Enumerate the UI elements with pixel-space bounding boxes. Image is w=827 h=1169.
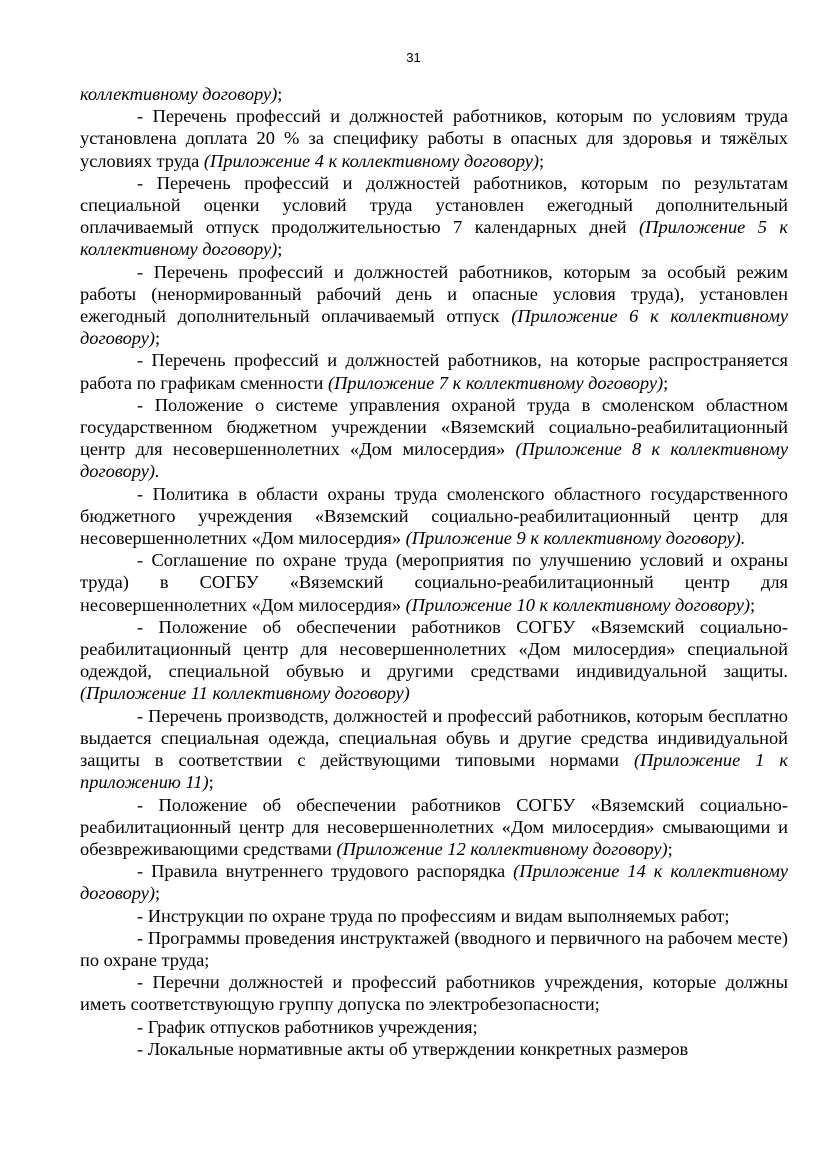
list-item: - Политика в области охраны труда смоленского областного государственного бюджетного учреждения «Вяземский социально-реабилитационный центр для несовершеннолетних «Дом милосердия» (Приложение 9 к коллективному договору). bbox=[80, 483, 788, 549]
list-item: - Перечень профессий и должностей работников, которым по результатам специальной оценки условий труда установлен ежегодный дополнительный оплачиваемый отпуск продолжительностью 7 календарных дней (Приложение 5 к коллективному договору); bbox=[80, 172, 788, 260]
list-item: - Программы проведения инструктажей (вводного и первичного на рабочем месте) по охране труда; bbox=[80, 927, 788, 970]
list-item: - Перечень профессий и должностей работников, которым за особый режим работы (ненормированный рабочий день и опасные условия труда), установлен ежегодный дополнительный оплачиваемый отпуск (Приложение 6 к коллективному договору); bbox=[80, 261, 789, 349]
list-item: - Положение об обеспечении работников СОГБУ «Вяземский социально-реабилитационный центр для несовершеннолетних «Дом милосердия» смывающими и обезвреживающими средствами (Приложение 12 коллективному договору); bbox=[80, 794, 788, 859]
document-body bbox=[80, 83, 788, 1060]
page-number: 31 bbox=[406, 50, 421, 65]
list-item: - Правила внутреннего трудового распорядка (Приложение 14 к коллективному договору); bbox=[80, 861, 788, 904]
paragraph-continuation: коллективному договору); bbox=[80, 84, 283, 104]
list-item: - Инструкции по охране труда по профессиям и видам выполняемых работ; bbox=[137, 905, 730, 926]
list-item: - Перечень производств, должностей и профессий работников, которым бесплатно выдается специальная одежда, специальная обувь и другие средства индивидуальной защиты в соответствии с действующими типовыми нормами (Приложение 1 к приложению 11); bbox=[80, 705, 788, 793]
list-item: - Соглашение по охране труда (мероприятия по улучшению условий и охраны труда) в СОГБУ «Вяземский социально-реабилитационный центр для несовершеннолетних «Дом милосердия» (Приложение 10 к коллективному договору); bbox=[80, 550, 788, 615]
list-item: - Положение о системе управления охраной труда в смоленском областном государственном бюджетном учреждении «Вяземский социально-реабилитационный центр для несовершеннолетних «Дом милосердия» (Приложение 8 к коллективному договору). bbox=[80, 394, 788, 482]
list-item: - Перечень профессий и должностей работников, которым по условиям труда установлена доплата 20 % за специфику работы в опасных для здоровья и тяжёлых условиях труда (Приложение 4 к коллективному договору); bbox=[80, 106, 788, 171]
list-item: - Локальные нормативные акты об утверждении конкретных размеров bbox=[137, 1038, 689, 1059]
list-item: - Перечень профессий и должностей работников, на которые распространяется работа по графикам сменности (Приложение 7 к коллективному договору); bbox=[80, 350, 788, 393]
list-item: - Положение об обеспечении работников СОГБУ «Вяземский социально-реабилитационный центр для несовершеннолетних «Дом милосердия» специальной одеждой, специальной обувью и другими средствами индивидуальной защиты. (Приложение 11 коллективному договору) bbox=[80, 616, 788, 704]
list-item: - Перечни должностей и профессий работников учреждения, которые должны иметь соответствующую группу допуска по электробезопасности; bbox=[80, 972, 788, 1015]
list-item: - График отпусков работников учреждения; bbox=[137, 1016, 478, 1037]
